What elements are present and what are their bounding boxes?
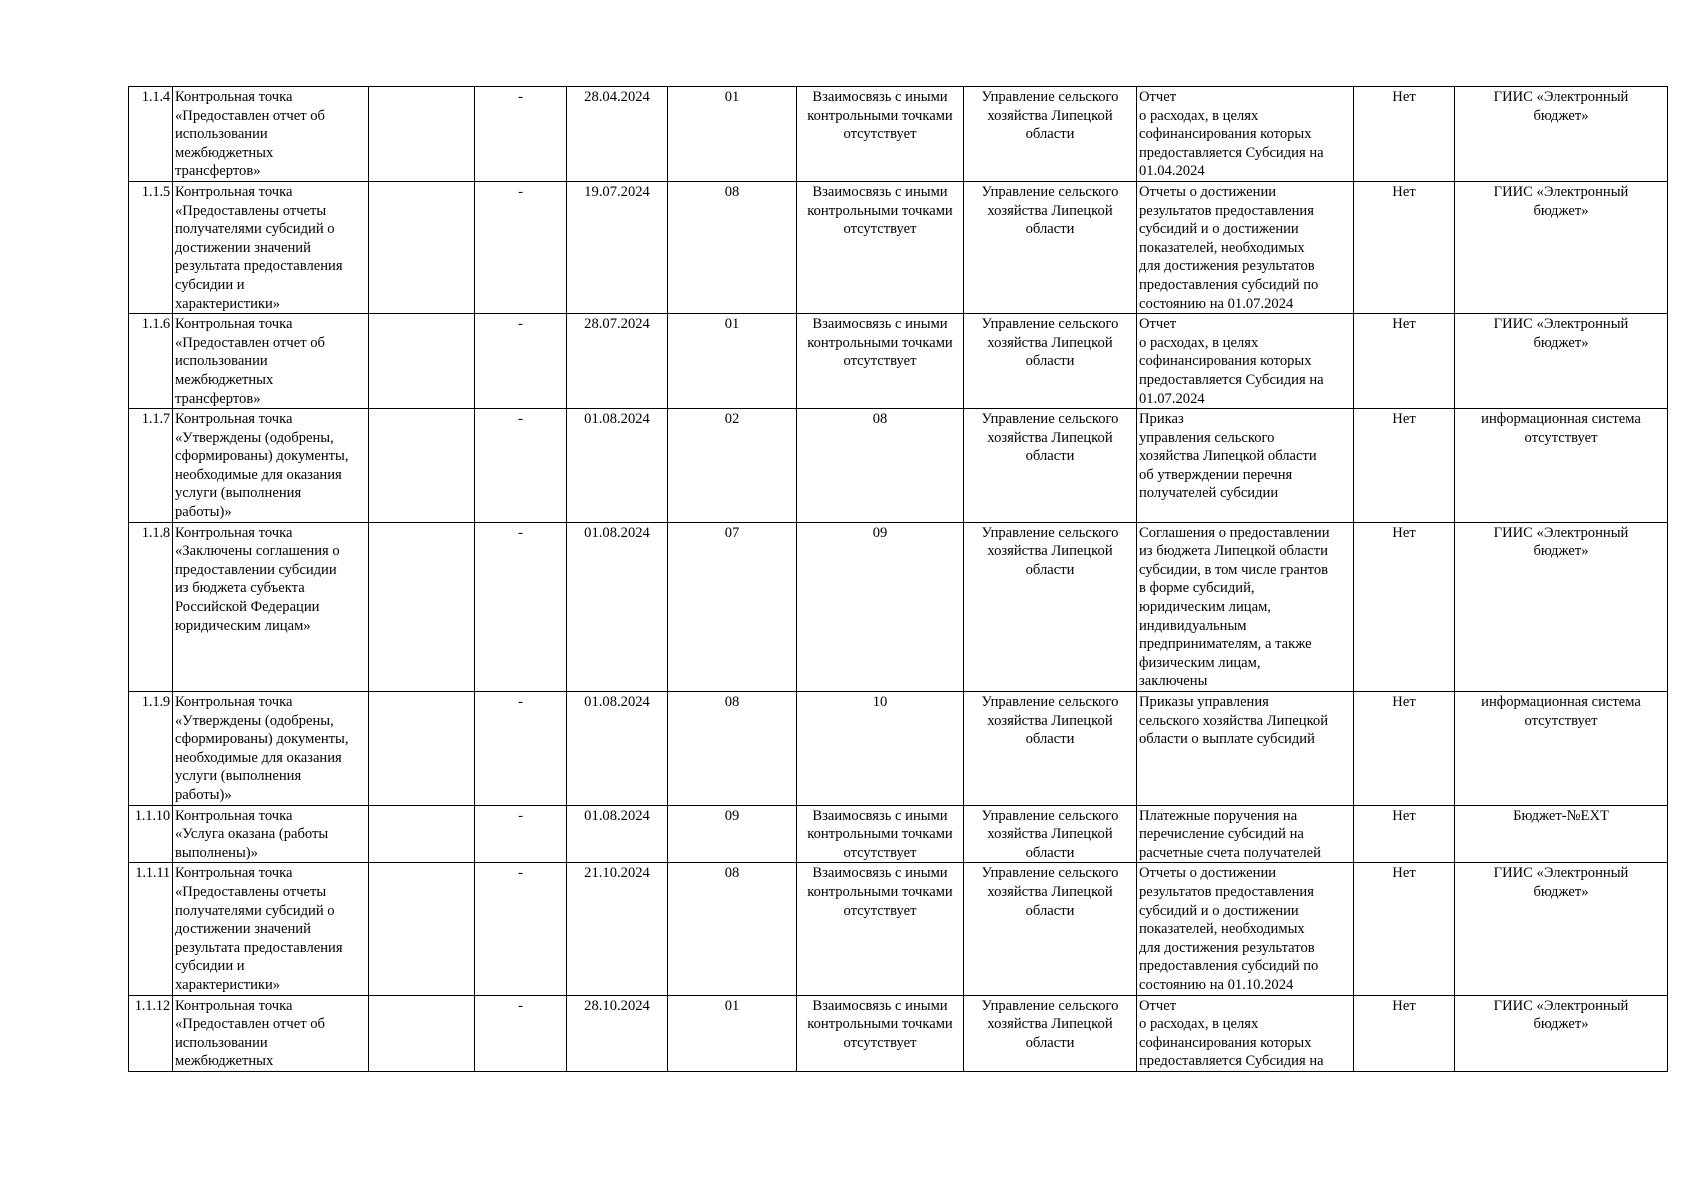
row-number: 1.1.7	[129, 409, 173, 523]
control-point-name: Контрольная точка «Предоставлены отчеты получателями субсидий о достижении значений результата предоставления субсидии и характеристики»	[173, 863, 369, 995]
confirming-document: Отчеты о достижении результатов предоставления субсидий и о достижении показателей, необходимых для достижения результатов предоставления субсидий по состоянию на 01.10.2024	[1137, 863, 1354, 995]
due-date: 28.04.2024	[567, 87, 668, 182]
linked-points: Взаимосвязь с иными контрольными точками отсутствует	[797, 805, 964, 863]
empty-cell	[369, 692, 475, 806]
row-number: 1.1.9	[129, 692, 173, 806]
type-code: 07	[668, 522, 797, 691]
empty-cell	[369, 181, 475, 313]
confirming-document: Платежные поручения на перечисление субсидий на расчетные счета получателей	[1137, 805, 1354, 863]
control-points-table	[128, 86, 1668, 1072]
dash-cell: -	[475, 805, 567, 863]
responsible-body: Управление сельского хозяйства Липецкой области	[964, 409, 1137, 523]
control-point-name: Контрольная точка «Заключены соглашения о предоставлении субсидии из бюджета субъекта Российской Федерации юридическим лицам»	[173, 522, 369, 691]
confirming-document: Приказ управления сельского хозяйства Липецкой области об утверждении перечня получателей субсидии	[1137, 409, 1354, 523]
information-system: ГИИС «Электронный бюджет»	[1455, 995, 1668, 1071]
information-system: ГИИС «Электронный бюджет»	[1455, 522, 1668, 691]
dash-cell: -	[475, 314, 567, 409]
row-number: 1.1.8	[129, 522, 173, 691]
flag-cell: Нет	[1354, 692, 1455, 806]
table-row	[129, 692, 1668, 806]
dash-cell: -	[475, 692, 567, 806]
table-body	[129, 87, 1668, 1072]
linked-points: Взаимосвязь с иными контрольными точками отсутствует	[797, 314, 964, 409]
linked-points: 09	[797, 522, 964, 691]
row-number: 1.1.11	[129, 863, 173, 995]
control-point-name: Контрольная точка «Утверждены (одобрены, сформированы) документы, необходимые для оказания услуги (выполнения работы)»	[173, 692, 369, 806]
dash-cell: -	[475, 181, 567, 313]
flag-cell: Нет	[1354, 87, 1455, 182]
type-code: 01	[668, 87, 797, 182]
table-row	[129, 181, 1668, 313]
due-date: 21.10.2024	[567, 863, 668, 995]
empty-cell	[369, 995, 475, 1071]
control-point-name: Контрольная точка «Предоставлен отчет об использовании межбюджетных	[173, 995, 369, 1071]
type-code: 08	[668, 692, 797, 806]
control-point-name: Контрольная точка «Предоставлен отчет об использовании межбюджетных трансфертов»	[173, 314, 369, 409]
linked-points: Взаимосвязь с иными контрольными точками отсутствует	[797, 863, 964, 995]
dash-cell: -	[475, 863, 567, 995]
responsible-body: Управление сельского хозяйства Липецкой области	[964, 805, 1137, 863]
row-number: 1.1.6	[129, 314, 173, 409]
linked-points: 10	[797, 692, 964, 806]
due-date: 28.07.2024	[567, 314, 668, 409]
row-number: 1.1.12	[129, 995, 173, 1071]
table-row	[129, 87, 1668, 182]
due-date: 01.08.2024	[567, 522, 668, 691]
empty-cell	[369, 409, 475, 523]
table-row	[129, 995, 1668, 1071]
control-point-name: Контрольная точка «Услуга оказана (работы выполнены)»	[173, 805, 369, 863]
type-code: 08	[668, 181, 797, 313]
confirming-document: Отчеты о достижении результатов предоставления субсидий и о достижении показателей, необходимых для достижения результатов предоставления субсидий по состоянию на 01.07.2024	[1137, 181, 1354, 313]
row-number: 1.1.5	[129, 181, 173, 313]
table-row	[129, 522, 1668, 691]
control-point-name: Контрольная точка «Предоставлены отчеты получателями субсидий о достижении значений результата предоставления субсидии и характеристики»	[173, 181, 369, 313]
linked-points: Взаимосвязь с иными контрольными точками отсутствует	[797, 87, 964, 182]
dash-cell: -	[475, 409, 567, 523]
confirming-document: Отчет о расходах, в целях софинансирования которых предоставляется Субсидия на 01.04.2024	[1137, 87, 1354, 182]
flag-cell: Нет	[1354, 522, 1455, 691]
table-row	[129, 863, 1668, 995]
due-date: 01.08.2024	[567, 805, 668, 863]
due-date: 19.07.2024	[567, 181, 668, 313]
information-system: информационная система отсутствует	[1455, 692, 1668, 806]
type-code: 08	[668, 863, 797, 995]
row-number: 1.1.10	[129, 805, 173, 863]
empty-cell	[369, 314, 475, 409]
responsible-body: Управление сельского хозяйства Липецкой области	[964, 692, 1137, 806]
confirming-document: Приказы управления сельского хозяйства Липецкой области о выплате субсидий	[1137, 692, 1354, 806]
responsible-body: Управление сельского хозяйства Липецкой области	[964, 522, 1137, 691]
type-code: 09	[668, 805, 797, 863]
information-system: ГИИС «Электронный бюджет»	[1455, 314, 1668, 409]
control-point-name: Контрольная точка «Утверждены (одобрены, сформированы) документы, необходимые для оказания услуги (выполнения работы)»	[173, 409, 369, 523]
responsible-body: Управление сельского хозяйства Липецкой области	[964, 181, 1137, 313]
flag-cell: Нет	[1354, 409, 1455, 523]
responsible-body: Управление сельского хозяйства Липецкой области	[964, 87, 1137, 182]
empty-cell	[369, 863, 475, 995]
table-row	[129, 314, 1668, 409]
information-system: информационная система отсутствует	[1455, 409, 1668, 523]
type-code: 01	[668, 314, 797, 409]
type-code: 01	[668, 995, 797, 1071]
table-row	[129, 805, 1668, 863]
linked-points: Взаимосвязь с иными контрольными точками отсутствует	[797, 181, 964, 313]
linked-points: Взаимосвязь с иными контрольными точками отсутствует	[797, 995, 964, 1071]
information-system: Бюджет-№EXT	[1455, 805, 1668, 863]
dash-cell: -	[475, 87, 567, 182]
flag-cell: Нет	[1354, 314, 1455, 409]
dash-cell: -	[475, 522, 567, 691]
responsible-body: Управление сельского хозяйства Липецкой области	[964, 863, 1137, 995]
due-date: 01.08.2024	[567, 409, 668, 523]
type-code: 02	[668, 409, 797, 523]
empty-cell	[369, 87, 475, 182]
due-date: 01.08.2024	[567, 692, 668, 806]
flag-cell: Нет	[1354, 181, 1455, 313]
information-system: ГИИС «Электронный бюджет»	[1455, 863, 1668, 995]
linked-points: 08	[797, 409, 964, 523]
due-date: 28.10.2024	[567, 995, 668, 1071]
information-system: ГИИС «Электронный бюджет»	[1455, 181, 1668, 313]
control-point-name: Контрольная точка «Предоставлен отчет об использовании межбюджетных трансфертов»	[173, 87, 369, 182]
table-row	[129, 409, 1668, 523]
flag-cell: Нет	[1354, 805, 1455, 863]
row-number: 1.1.4	[129, 87, 173, 182]
flag-cell: Нет	[1354, 863, 1455, 995]
information-system: ГИИС «Электронный бюджет»	[1455, 87, 1668, 182]
confirming-document: Соглашения о предоставлении из бюджета Липецкой области субсидии, в том числе грантов в форме субсидий, юридическим лицам, индивидуальным предпринимателям, а также физическим лицам, заключены	[1137, 522, 1354, 691]
confirming-document: Отчет о расходах, в целях софинансирования которых предоставляется Субсидия на 01.07.2024	[1137, 314, 1354, 409]
empty-cell	[369, 522, 475, 691]
responsible-body: Управление сельского хозяйства Липецкой области	[964, 995, 1137, 1071]
responsible-body: Управление сельского хозяйства Липецкой области	[964, 314, 1137, 409]
empty-cell	[369, 805, 475, 863]
confirming-document: Отчет о расходах, в целях софинансирования которых предоставляется Субсидия на	[1137, 995, 1354, 1071]
flag-cell: Нет	[1354, 995, 1455, 1071]
dash-cell: -	[475, 995, 567, 1071]
